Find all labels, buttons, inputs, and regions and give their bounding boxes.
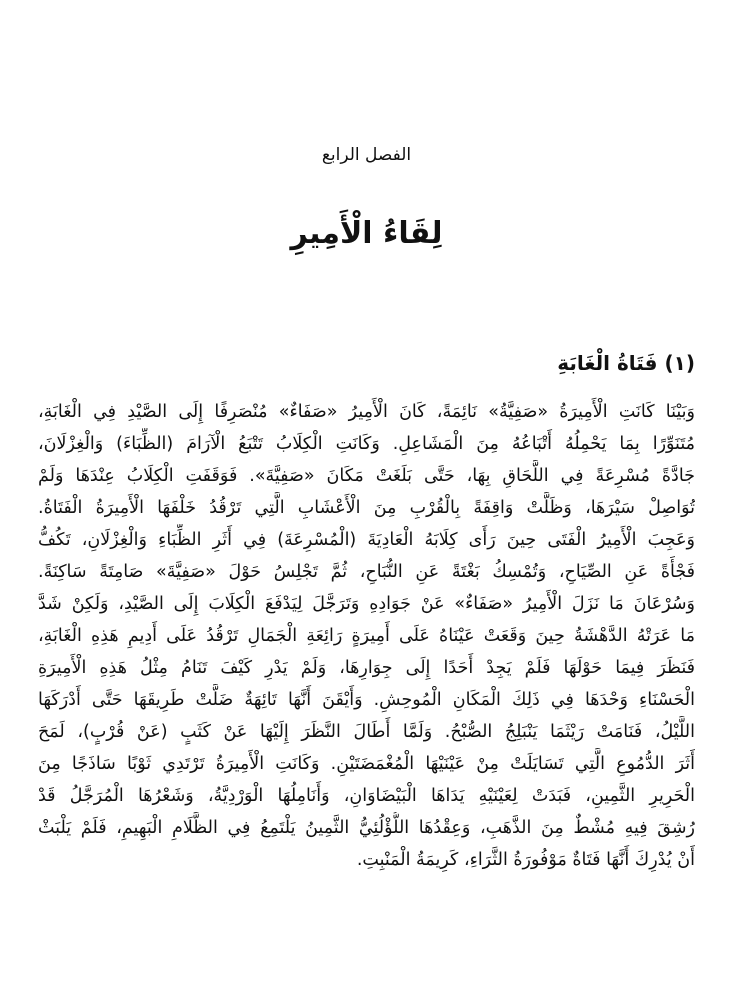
section-heading: (١) فَتَاةُ الْغَابَةِ xyxy=(557,351,695,375)
text-line: مَا عَرَتْهُ الدَّهْشَةُ حِينَ وَقَعَتْ عَيْنَاهُ عَلَى أَمِيرَةٍ رَائِعَةِ الْجَمَالِ تَرْقُدُ عَلَى أَدِيمِ هَذِهِ الْغَابَةِ، xyxy=(38,626,695,646)
text-line: جَادَّةً مُسْرِعَةً فِي اللَّحَاقِ بِهَا، حَتَّى بَلَغَتْ مَكَانَ «صَفِيَّةَ». فَوَقَفَتِ الْكِلَابُ عِنْدَهَا وَلَمْ xyxy=(38,466,695,486)
text-line: فَجْأَةً عَنِ الصِّيَاحِ، وَتُمْسِكُ بَغْتَةً عَنِ النُّبَاحِ، ثُمَّ تَجْلِسُ حَوْلَ «صَفِيَّةَ» صَامِتَةً سَاكِنَةً. xyxy=(38,562,695,582)
chapter-title: لِقَاءُ الْأَمِيرِ xyxy=(290,216,443,251)
text-line: الْحَرِيرِ الثَّمِينِ، فَبَدَتْ لِعَيْنَيْهِ يَدَاهَا الْبَيْضَاوَانِ، وَأَنَامِلُهَا الْوَرْدِيَّةُ، وَشَعْرُهَا الْمُرَجَّلُ قَدْ xyxy=(38,786,695,806)
text-line: أَنْ يُدْرِكَ أَنَّهَا فَتَاةٌ مَوْفُورَةُ الثَّرَاءِ، كَرِيمَةُ الْمَنْبِتِ. xyxy=(356,850,695,870)
text-line: مُتَنَوِّرًا بِمَا يَحْمِلُهُ أَتْبَاعُهُ مِنَ الْمَشَاعِلِ. وَكَانَتِ الْكِلَابُ تَتْبَعُ الْآرَامَ (الظِّبَاءَ) وَالْغِزْلَانَ، xyxy=(38,434,695,454)
text-line: وَسُرْعَانَ مَا نَزَلَ الْأَمِيرُ «صَفَاءٌ» عَنْ جَوَادِهِ وَتَرَجَّلَ لِيَدْفَعَ الْكِلَابَ إِلَى الصَّيْدِ، وَلَكِنْ شَدَّ xyxy=(38,594,695,614)
text-line: رُشِقَ فِيهِ مُشْطٌ مِنَ الذَّهَبِ، وَعِقْدُهَا اللُّؤْلُئِيُّ الثَّمِينُ يَلْتَمِعُ فِي الظَّلَامِ الْبَهِيمِ، فَلَمْ يَلْبَثْ xyxy=(38,818,695,838)
text-line: وَعَجِبَ الْأَمِيرُ الْفَتَى حِينَ رَأَى كِلَابَهُ الْعَادِيَةَ (الْمُسْرِعَةَ) فِي أَثَرِ الظِّبَاءِ وَالْغِزْلَانِ، تَكُفُّ xyxy=(38,530,695,550)
chapter-label: الفصل الرابع xyxy=(321,145,412,165)
text-line: فَنَظَرَ فِيمَا حَوْلَهَا فَلَمْ يَجِدْ أَحَدًا إِلَى جِوَارِهَا، وَلَمْ يَدْرِ كَيْفَ تَنَامُ مِثْلُ هَذِهِ الْأَمِيرَةِ xyxy=(38,658,695,678)
body-paragraph xyxy=(38,396,695,876)
text-line: أَثَرَ الدُّمُوعِ الَّتِي تَسَايَلَتْ مِنْ عَيْنَيْهَا الْمُغْمَضَتَيْنِ. وَكَانَتِ الْأَمِيرَةُ تَرْتَدِي ثَوْبًا سَاذَجًا مِنَ xyxy=(38,754,695,774)
text-line: اللَّيْلُ، فَنَامَتْ رَيْثَمَا يَنْبَلِجُ الصُّبْحُ. وَلَمَّا أَطَالَ النَّظَرَ إِلَيْهَا عَنْ كَثَبٍ (عَنْ قُرْبٍ)، لَمَحَ xyxy=(38,722,695,742)
text-line: تُوَاصِلْ سَيْرَهَا، وَظَلَّتْ وَاقِفَةً بِالْقُرْبِ مِنَ الْأَعْشَابِ الَّتِي تَرْقُدُ خَلْفَهَا الْأَمِيرَةُ الْفَتَاةُ. xyxy=(38,498,695,518)
text-line: وَبَيْنَا كَانَتِ الْأَمِيرَةُ «صَفِيَّةُ» نَائِمَةً، كَانَ الْأَمِيرُ «صَفَاءٌ» مُنْصَرِفًا إِلَى الصَّيْدِ فِي الْغَابَةِ، xyxy=(38,402,695,422)
text-line: الْحَسْنَاءِ وَحْدَهَا فِي ذَلِكَ الْمَكَانِ الْمُوحِشِ. وَأَيْقَنَ أَنَّهَا تَائِهَةٌ ضَلَّتْ طَرِيقَهَا حَتَّى أَدْرَكَهَا xyxy=(38,690,695,710)
